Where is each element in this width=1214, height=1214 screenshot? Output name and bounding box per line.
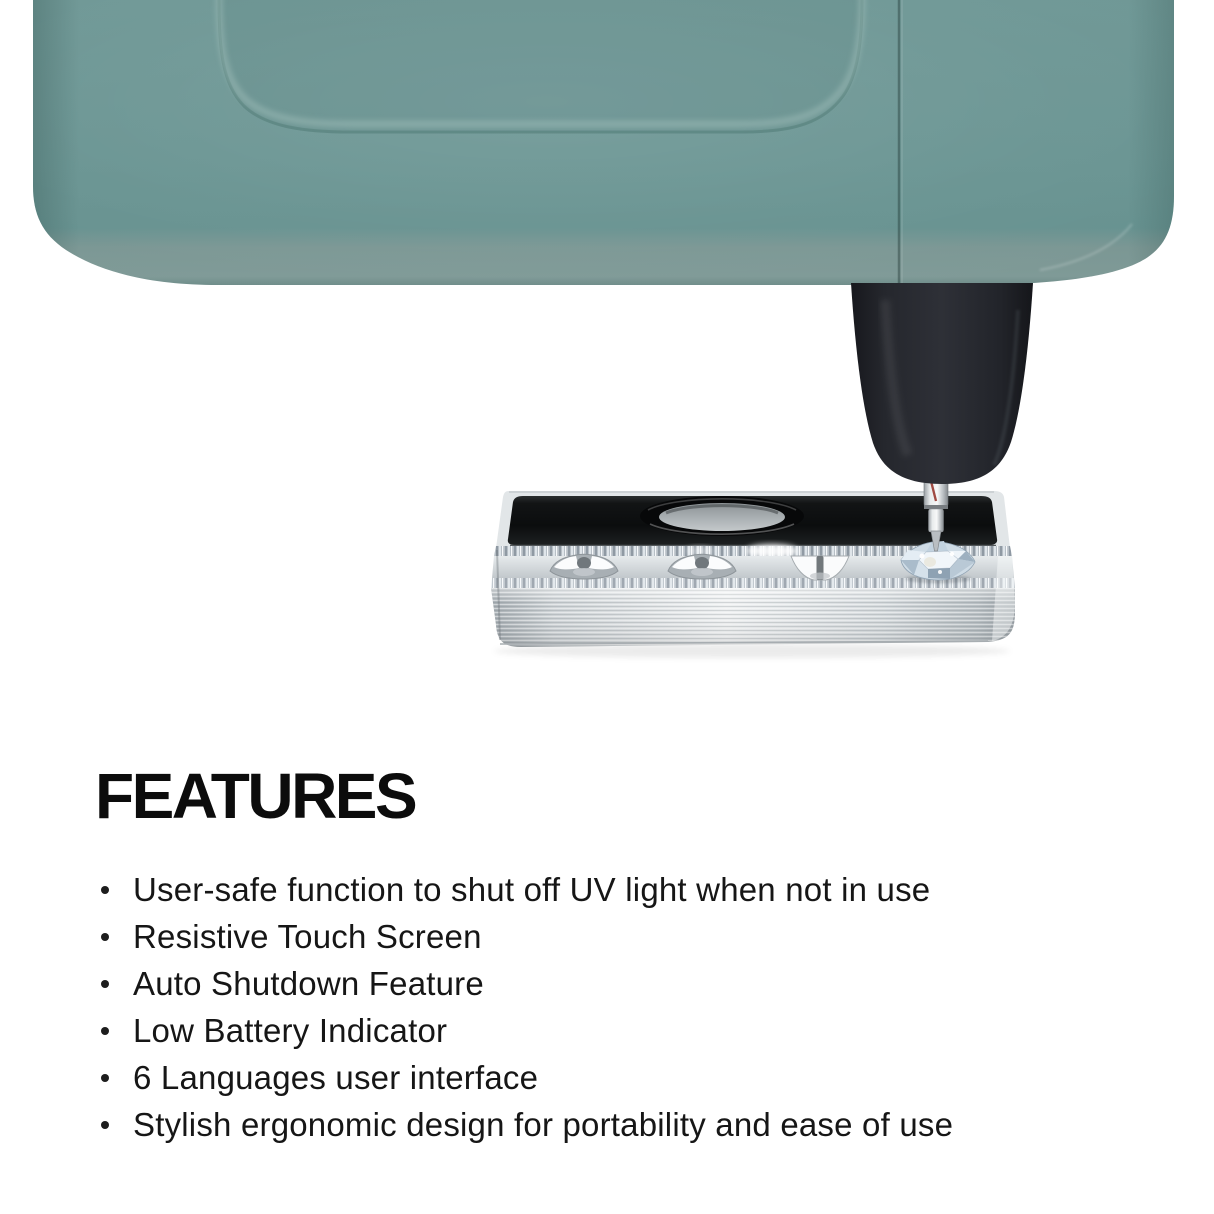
bullet-dot [101,1074,109,1082]
features-title: FEATURES [95,760,416,832]
feature-text: Low Battery Indicator [133,1012,448,1049]
feature-text: User-safe function to shut off UV light when not in use [133,871,931,908]
bullet-dot [101,1121,109,1129]
feature-item [97,866,1177,913]
feature-text: Resistive Touch Screen [133,918,482,955]
feature-text: Auto Shutdown Feature [133,965,484,1002]
bullet-dot [101,886,109,894]
bullet-dot [101,933,109,941]
feature-item [97,913,1177,960]
probe-cone [851,283,1033,484]
feature-item [97,1007,1177,1054]
feature-item [97,1101,1177,1148]
feature-text: Stylish ergonomic design for portability and ease of use [133,1106,954,1143]
feature-text: 6 Languages user interface [133,1059,539,1096]
feature-item [97,960,1177,1007]
feature-item [97,1054,1177,1101]
bullet-dot [101,980,109,988]
plate-lens-hole [640,496,804,536]
grip-recess [219,0,862,132]
bullet-dot [101,1027,109,1035]
device-body [33,0,1174,290]
features-list [97,866,1177,1148]
